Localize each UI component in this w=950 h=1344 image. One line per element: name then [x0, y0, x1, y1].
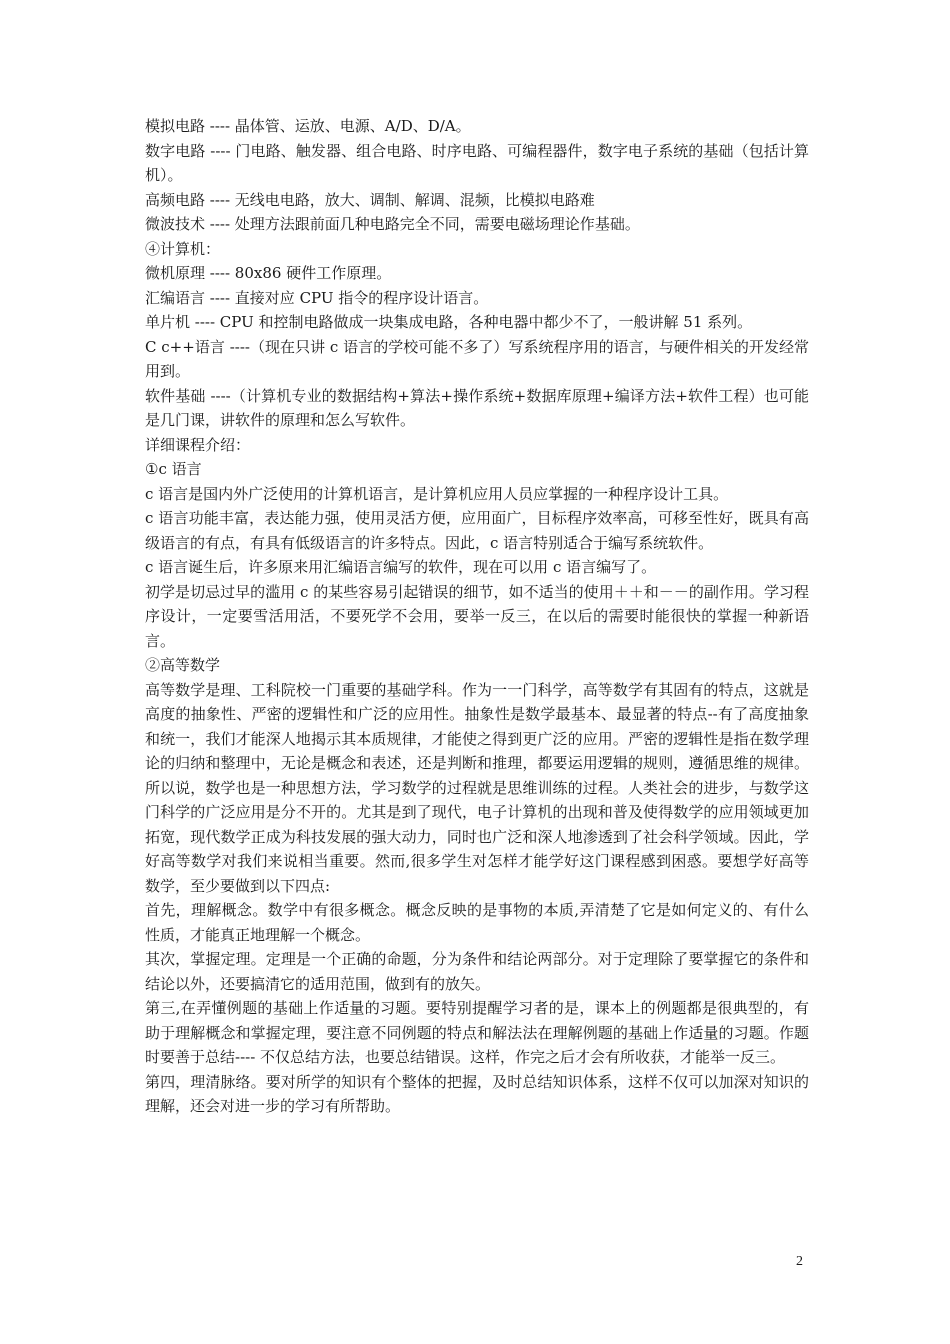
paragraph-math-first: 首先，理解概念。数学中有很多概念。概念反映的是事物的本质,弄清楚了它是如何定义的、有什么性质，才能真正地理解一个概念。 — [145, 901, 809, 944]
paragraph-microcomputer: 微机原理 ---- 80x86 硬件工作原理。 — [145, 264, 392, 282]
paragraph-c-cpp: C c++语言 ----（现在只讲 c 语言的学校可能不多了）写系统程序用的语言，与硬件相关的开发经常用到。 — [145, 337, 809, 380]
paragraph-microwave: 微波技术 ---- 处理方法跟前面几种电路完全不同，需要电磁场理论作基础。 — [145, 215, 640, 233]
paragraph-c-intro: c 语言是国内外广泛使用的计算机语言，是计算机应用人员应掌握的一种程序设计工具。 — [145, 484, 729, 503]
section-heading-computer: ④计算机： — [145, 239, 221, 258]
paragraph-c-advice: 初学是切忌过早的滥用 c 的某些容易引起错误的细节，如不适当的使用＋＋和－－的副作用。学习程序设计，一定要雪活用活，不要死学不会用，要举一反三，在以后的需要时能很快的掌握一种新语言。 — [145, 582, 809, 650]
subheading-advanced-math: ②高等数学 — [145, 656, 221, 674]
paragraph-digital-circuit: 数字电路 ---- 门电路、触发器、组合电路、时序电路、可编程器件，数字电子系统的基础（包括计算机）。 — [145, 141, 809, 184]
paragraph-high-frequency-circuit: 高频电路 ---- 无线电电路，放大、调制、解调、混频，比模拟电路难 — [145, 190, 595, 209]
document-body — [145, 114, 809, 1119]
paragraph-math-third: 第三,在弄懂例题的基础上作适量的习题。要特别提醒学习者的是，课本上的例题都是很典型的，有助于理解概念和掌握定理，要注意不同例题的特点和解法法在理解例题的基础上作适量的习题。作题时要善于总结---- 不仅总结方法，也要总结错误。这样，作完之后才会有所收获，才能举一反三。 — [145, 999, 809, 1066]
page-number: 2 — [796, 1254, 803, 1269]
section-heading-course-details: 详细课程介绍： — [145, 435, 251, 454]
paragraph-math-second: 其次，掌握定理。定理是一个正确的命题，分为条件和结论两部分。对于定理除了要掌握它的条件和结论以外，还要搞清它的适用范围，做到有的放矢。 — [145, 950, 809, 993]
paragraph-math-fourth: 第四，理清脉络。要对所学的知识有个整体的把握，及时总结知识体系，这样不仅可以加深对知识的理解，还会对进一步的学习有所帮助。 — [145, 1072, 809, 1115]
paragraph-single-chip: 单片机 ---- CPU 和控制电路做成一块集成电路，各种电器中都少不了，一般讲解 51 系列。 — [145, 313, 753, 331]
paragraph-assembly: 汇编语言 ---- 直接对应 CPU 指令的程序设计语言。 — [145, 288, 489, 307]
subheading-c-language: ①c 语言 — [145, 460, 202, 478]
paragraph-c-history: c 语言诞生后，许多原来用汇编语言编写的软件，现在可以用 c 语言编写了。 — [145, 558, 657, 576]
paragraph-c-features: c 语言功能丰富，表达能力强，使用灵活方便，应用面广，目标程序效率高，可移至性好，既具有高级语言的有点，有具有低级语言的许多特点。因此，c 语言特别适合于编写系统软件。 — [145, 509, 809, 552]
paragraph-math-intro: 高等数学是理、工科院校一门重要的基础学科。作为一一门科学，高等数学有其固有的特点，这就是高度的抽象性、严密的逻辑性和广泛的应用性。抽象性是数学最基本、最显著的特点--有了高度抽象和统一，我们才能深人地揭示其本质规律，才能使之得到更广泛的应用。严密的逻辑性是指在数学理论的归纳和整理中，无论是概念和表述，还是判断和推理，都要运用逻辑的规则，遵循思维的规律。所以说，数学也是一种思想方法，学习数学的过程就是思维训练的过程。人类社会的进步，与数学这门科学的广泛应用是分不开的。尤其是到了现代，电子计算机的出现和普及使得数学的应用领域更加拓宽，现代数学正成为科技发展的强大动力，同时也广泛和深人地渗透到了社会科学领域。因此，学好高等数学对我们来说相当重要。然而,很多学生对怎样才能学好这门课程感到困惑。要想学好高等数学，至少要做到以下四点: — [145, 680, 809, 895]
paragraph-analog-circuit: 模拟电路 ---- 晶体管、运放、电源、A/D、D/A。 — [145, 117, 471, 135]
paragraph-software-basics: 软件基础 ----（计算机专业的数据结构+算法+操作系统+数据库原理+编译方法+软件工程）也可能是几门课，讲软件的原理和怎么写软件。 — [145, 386, 809, 429]
